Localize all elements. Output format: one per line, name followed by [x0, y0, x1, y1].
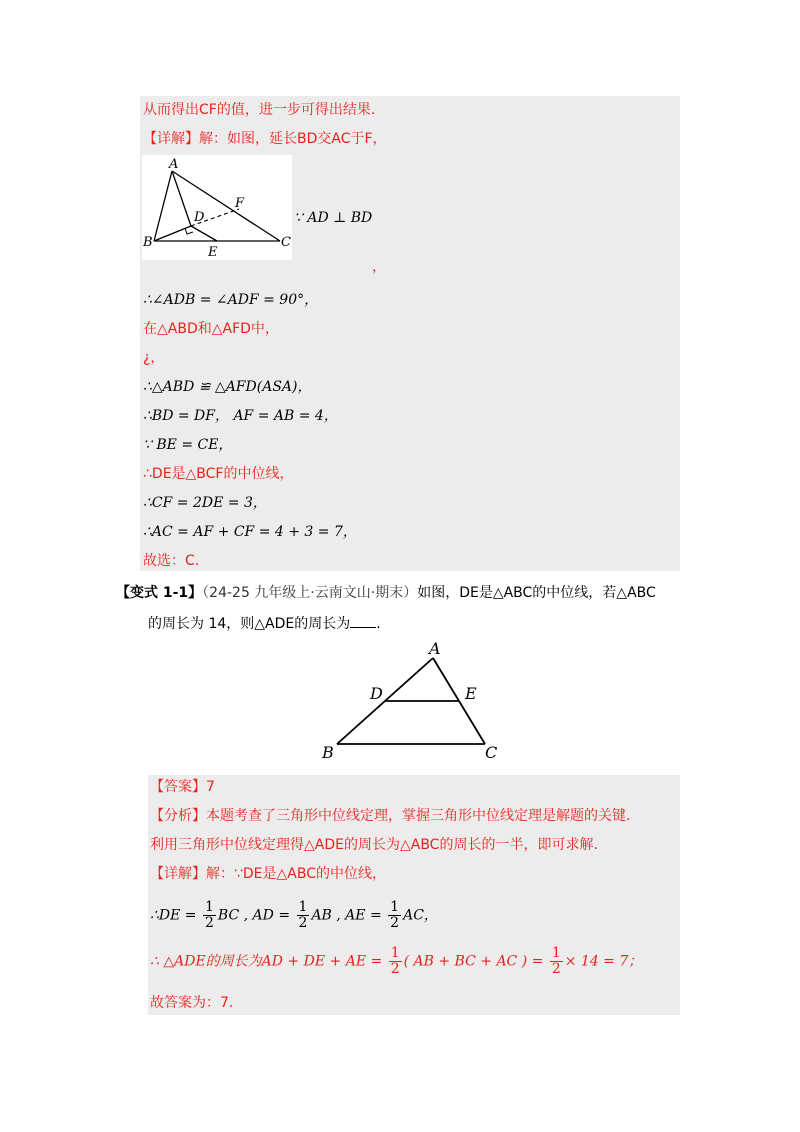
fraction-half: [297, 900, 310, 931]
fraction-den: 2: [298, 915, 308, 931]
answer-choice: 故选：C.: [143, 553, 200, 569]
variant-question-part1: 如图，DE是△ABC的中位线，若△ABC: [417, 585, 656, 601]
equation-1: [150, 900, 438, 931]
label-b: B: [143, 235, 153, 250]
detail-tag-2: 【详解】: [150, 866, 206, 882]
step-6: ∵ BE = CE，: [143, 437, 233, 453]
answer-line: 【答案】7: [150, 779, 215, 795]
fraction-num: 1: [390, 945, 400, 961]
variant-question-end: .: [376, 616, 381, 632]
detail-text-2: 解：∵DE是△ABC的中位线，: [206, 866, 387, 882]
detail-intro: 解：如图，延长BD交AC于F，: [199, 131, 387, 147]
step-5: ∴BD = DF， AF = AB = 4，: [143, 408, 338, 424]
figure-1: [142, 155, 292, 260]
variant-tag: 【变式 1-1】: [116, 585, 203, 601]
step-3: ¿，: [143, 350, 165, 366]
fraction-den: 2: [390, 915, 400, 931]
edge-ab: [154, 171, 172, 241]
label-a: A: [429, 640, 441, 658]
step-9: ∴AC = AF + CF = 4 + 3 = 7，: [143, 524, 357, 540]
eq2-paren: ( AB + BC + AC ) =: [403, 953, 544, 970]
segment-ad: [172, 171, 191, 226]
fraction-num: 1: [551, 945, 561, 961]
step-8: ∴CF = 2DE = 3，: [143, 495, 267, 511]
label-f: F: [235, 196, 245, 211]
answer-blank: [350, 613, 376, 628]
stray-comma: ，: [372, 259, 386, 275]
fraction-half: [550, 946, 563, 977]
eq1-lhs: ∴DE =: [150, 907, 197, 924]
eq2-lhs: ∴ △ADE的周长为AD + DE + AE =: [150, 953, 383, 970]
fraction-num: 1: [390, 899, 400, 915]
because-ad-perp-bd: ∵ AD ⊥ BD: [294, 210, 373, 226]
edge-ac: [172, 171, 280, 241]
figure-2-svg: [315, 640, 505, 765]
label-e: E: [465, 684, 477, 703]
eq1-c: AC，: [403, 907, 438, 924]
label-c: C: [281, 235, 291, 250]
fraction-half: [203, 900, 216, 931]
right-angle-mark: [185, 228, 193, 234]
eq1-a: BC , AD =: [217, 907, 291, 924]
eq2-tail: × 14 = 7；: [564, 953, 643, 970]
label-d: D: [194, 210, 205, 225]
equation-2: [150, 946, 642, 977]
fraction-den: 2: [390, 961, 400, 977]
analysis-line: 【分析】本题考查了三角形中位线定理，掌握三角形中位线定理是解题的关键.: [150, 808, 631, 824]
variant-question-line-2: [148, 613, 381, 634]
step-1: ∴∠ADB = ∠ADF = 90°，: [143, 292, 319, 308]
label-b: B: [322, 743, 334, 762]
eq1-b: AB , AE =: [311, 907, 382, 924]
detail-intro-line: [143, 129, 387, 149]
hint-line: 从而得出CF的值，进一步可得出结果.: [143, 102, 376, 118]
fraction-den: 2: [205, 915, 214, 931]
fraction-num: 1: [205, 899, 214, 915]
step-4: ∴△ABD ≌ △AFD(ASA)，: [143, 379, 312, 395]
segment-de: [191, 226, 217, 241]
label-e: E: [208, 245, 218, 260]
fraction-half: [389, 946, 402, 977]
label-d: D: [370, 684, 383, 703]
detail-line: [150, 864, 386, 884]
detail-tag: 【详解】: [143, 131, 199, 147]
fraction-den: 2: [551, 961, 561, 977]
label-a: A: [169, 157, 179, 172]
step-7: ∴DE是△BCF的中位线，: [143, 466, 294, 482]
final-answer: 故答案为：7.: [150, 995, 234, 1011]
variant-question-part2: 的周长为 14，则△ADE的周长为: [148, 616, 351, 632]
variant-source: （24-25 九年级上·云南文山·期末）: [202, 585, 418, 601]
label-c: C: [485, 743, 498, 762]
fraction-num: 1: [298, 899, 308, 915]
step-2: 在△ABD和△AFD中，: [143, 321, 279, 337]
fraction-half: [388, 900, 401, 931]
variant-question-line-1: [116, 583, 656, 603]
figure-2: [315, 640, 505, 765]
analysis-line-2: 利用三角形中位线定理得△ADE的周长为△ABC的周长的一半，即可求解.: [150, 837, 598, 853]
figure-1-svg: [142, 155, 292, 260]
